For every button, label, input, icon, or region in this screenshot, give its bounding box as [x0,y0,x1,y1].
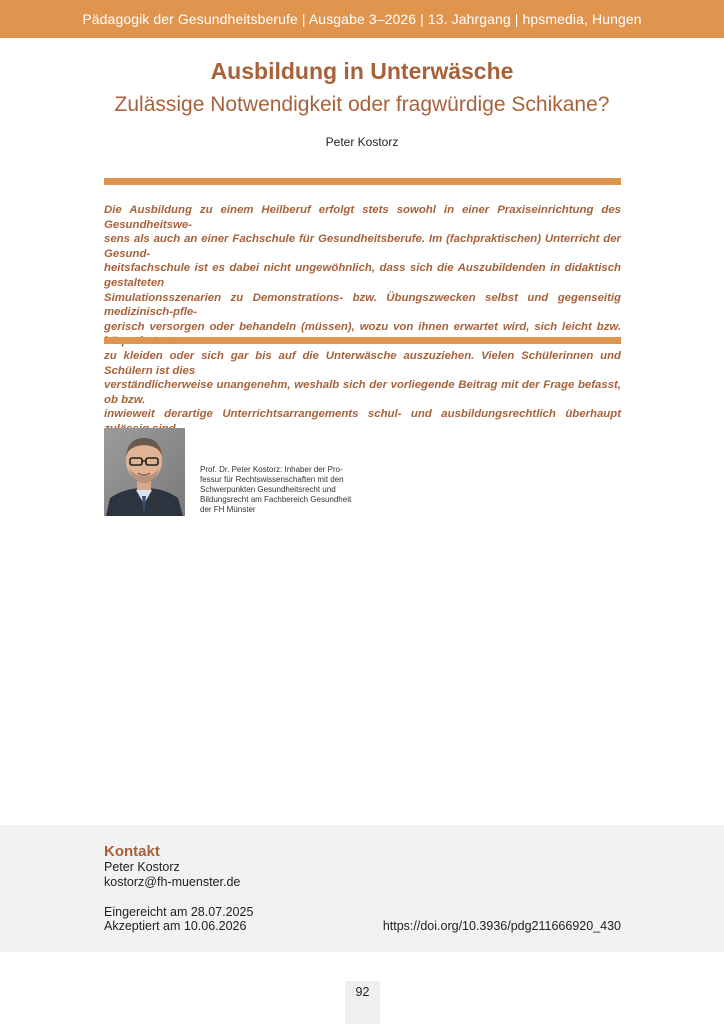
abstract-line: Die Ausbildung zu einem Heilberuf erfolgt stets sowohl in einer Praxiseinrichtung des Gesundheitswe- [104,204,621,231]
abstract [104,203,621,437]
contact-name: Peter Kostorz [104,860,180,874]
contact-email[interactable]: kostorz@fh-muenster.de [104,875,241,889]
abstract-line: inwieweit derartige Unterrichtsarrangements schul- und ausbildungsrechtlich überhaupt [104,408,621,421]
author-bio [200,465,354,515]
author-bio-line: der FH Münster [200,505,256,514]
article-author: Peter Kostorz [325,135,399,149]
abstract-line: heitsfachschule ist es dabei nicht ungewöhnlich, dass sich die Auszubildenden in didaktisch gestalteten [104,262,621,289]
abstract-line: Simulationsszenarien zu Demonstrations- bzw. Übungszwecken selbst und gegenseitig medizinisch-pfle- [104,291,621,319]
journal-header-text: Pädagogik der Gesundheitsberufe | Ausgabe 3–2026 | 13. Jahrgang | hpsmedia, Hungen [82,11,642,27]
author-bio-line: fessur für Rechtswissenschaften mit den [200,475,344,484]
author-bio-line: Schwerpunkten Gesundheitsrecht und [200,485,336,494]
author-bio-line: Bildungsrecht am Fachbereich Gesundheit [200,495,352,504]
accepted-date: Akzeptiert am 10.06.2026 [104,919,247,933]
article-subtitle: Zulässige Notwendigkeit oder fragwürdige Schikane? [114,93,610,116]
contact-heading: Kontakt [104,843,160,860]
author-portrait-image [104,428,185,516]
journal-header-bar [0,0,724,38]
abstract-bottom-rule [104,337,621,344]
page-number: 92 [355,985,370,999]
abstract-line: gerisch versorgen oder behandeln (müssen), wozu von ihnen erwartet wird, sich leicht bzw. [104,320,621,333]
article-title: Ausbildung in Unterwäsche [210,58,514,84]
abstract-top-rule [104,178,621,185]
author-bio-line: Prof. Dr. Peter Kostorz: Inhaber der Pro- [200,465,343,474]
author-portrait [104,428,185,516]
page-number-box [345,981,380,1024]
abstract-line: sens als auch an einer Fachschule für Gesundheitsberufe. Im (fachpraktischen) Unterricht der Gesund- [104,233,621,260]
abstract-line: verständlicherweise unangenehm, weshalb sich der vorliegende Beitrag mit der Frage befasst, ob bzw. [104,379,621,406]
submitted-date: Eingereicht am 28.07.2025 [104,905,254,919]
abstract-line: zu kleiden oder sich gar bis auf die Unterwäsche auszuziehen. Vielen Schülerinnen und Schülern ist dies [104,349,621,377]
doi-link[interactable]: https://doi.org/10.3936/pdg211666920_430 [382,919,621,933]
